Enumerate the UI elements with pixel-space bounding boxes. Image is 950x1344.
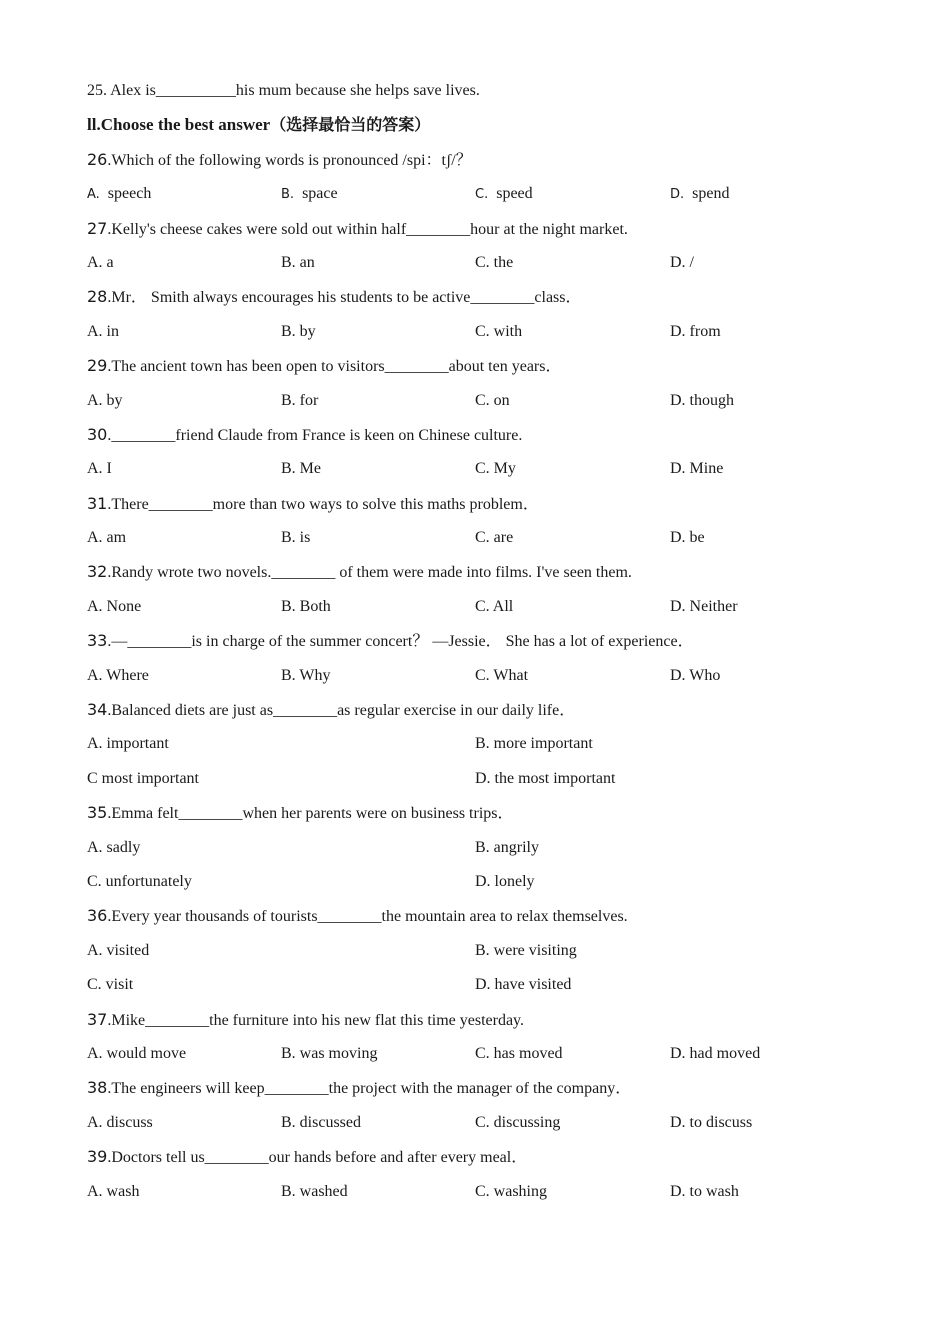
options-35-row2 [87, 869, 877, 903]
options-30 [87, 456, 877, 490]
option-d: D. though [670, 391, 734, 409]
question-28 [87, 284, 877, 318]
question-number: 27 [87, 218, 108, 238]
option-b: B. more important [475, 735, 593, 753]
option-c: C. All [475, 597, 514, 615]
options-35-row1 [87, 835, 877, 869]
option-d: D. to wash [670, 1182, 739, 1200]
options-27 [87, 250, 877, 284]
option-a: A. in [87, 322, 119, 340]
option-b: B. Both [281, 597, 331, 615]
options-36-row1 [87, 938, 877, 972]
option-b: B. space [281, 185, 338, 203]
options-37 [87, 1041, 877, 1075]
option-d: D. be [670, 529, 705, 547]
option-a: A. None [87, 597, 142, 615]
options-34-row1 [87, 731, 877, 765]
document-page [87, 78, 877, 1213]
question-number: 29 [87, 356, 108, 376]
option-c: C. unfortunately [87, 872, 192, 890]
option-d: D. have visited [475, 976, 572, 994]
question-stem: .Doctors tell us________our hands before and after every meal． [107, 1149, 528, 1167]
option-d: D. to discuss [670, 1113, 753, 1131]
option-c: C. discussing [475, 1113, 561, 1131]
option-b: B. by [281, 322, 316, 340]
option-c: C most important [87, 769, 199, 787]
question-34 [87, 697, 877, 731]
options-29 [87, 388, 877, 422]
section-title-cn: （选择最恰当的答案） [270, 115, 431, 135]
question-number: 31 [87, 493, 108, 513]
option-b: B. for [281, 391, 319, 409]
option-b: B. Why [281, 666, 331, 684]
option-d: D. Mine [670, 460, 724, 478]
option-c: C. washing [475, 1182, 547, 1200]
question-32 [87, 559, 877, 593]
question-35 [87, 800, 877, 834]
question-number: 33 [87, 631, 108, 651]
option-a: A. I [87, 460, 112, 478]
option-c: C. on [475, 391, 510, 409]
option-a: A. would move [87, 1044, 187, 1062]
question-number: 36 [87, 906, 108, 926]
question-30 [87, 422, 877, 456]
option-d: D. had moved [670, 1044, 761, 1062]
question-stem: .The ancient town has been open to visitors________about ten years． [107, 358, 562, 376]
question-number: 28 [87, 287, 108, 307]
option-b: B. were visiting [475, 941, 577, 959]
option-c: C. My [475, 460, 516, 478]
question-number: 32 [87, 562, 108, 582]
question-stem: .Mike________the furniture into his new flat this time yesterday. [107, 1011, 525, 1029]
question-stem: .—________is in charge of the summer concert？ —Jessie． She has a lot of experience． [107, 633, 694, 651]
options-32 [87, 594, 877, 628]
question-stem: .________friend Claude from France is keen on Chinese culture. [107, 426, 523, 444]
question-number: 26 [87, 149, 108, 169]
question-31 [87, 491, 877, 525]
option-a: A. am [87, 529, 127, 547]
option-b: B. is [281, 529, 311, 547]
options-26 [87, 181, 877, 215]
question-25 [87, 78, 877, 112]
question-stem: .The engineers will keep________the project with the manager of the company． [107, 1080, 632, 1098]
section-heading [87, 112, 877, 146]
option-b: B. Me [281, 460, 321, 478]
question-37 [87, 1007, 877, 1041]
option-b: B. was moving [281, 1044, 378, 1062]
option-b: B. washed [281, 1182, 348, 1200]
option-a: A. visited [87, 941, 150, 959]
option-a: A. by [87, 391, 123, 409]
section-title: ll.Choose the best answer [87, 115, 271, 135]
question-number: 35 [87, 803, 108, 823]
options-31 [87, 525, 877, 559]
options-28 [87, 319, 877, 353]
options-34-row2 [87, 766, 877, 800]
option-c: C. What [475, 666, 529, 684]
options-36-row2 [87, 972, 877, 1006]
option-a: A. important [87, 735, 169, 753]
question-33 [87, 628, 877, 662]
option-c: C. the [475, 253, 514, 271]
question-27 [87, 216, 877, 250]
question-stem: .Emma felt________when her parents were on business trips． [107, 805, 514, 823]
option-b: B. an [281, 253, 315, 271]
question-36 [87, 903, 877, 937]
question-number: 30 [87, 424, 108, 444]
question-stem: .Balanced diets are just as________as regular exercise in our daily life． [107, 702, 576, 720]
option-d: D. the most important [475, 769, 616, 787]
question-number: 39 [87, 1147, 108, 1167]
option-d: D. from [670, 322, 721, 340]
options-39 [87, 1179, 877, 1213]
option-a: A. a [87, 253, 114, 271]
option-b: B. angrily [475, 838, 539, 856]
question-number: 37 [87, 1009, 108, 1029]
question-39 [87, 1144, 877, 1178]
option-c: C. visit [87, 976, 134, 994]
options-33 [87, 663, 877, 697]
question-stem: .Randy wrote two novels.________ of them were made into films. I've seen them. [107, 564, 632, 582]
question-26 [87, 147, 877, 181]
option-d: D. Who [670, 666, 721, 684]
option-a: A. Where [87, 666, 149, 684]
question-stem: .Kelly's cheese cakes were sold out within half________hour at the night market. [107, 220, 628, 238]
option-d: D. spend [670, 185, 730, 203]
question-29 [87, 353, 877, 387]
option-a: A. speech [87, 185, 152, 203]
question-25-text: 25. Alex is__________his mum because she helps save lives. [87, 82, 480, 99]
option-a: A. sadly [87, 838, 141, 856]
question-stem: .Every year thousands of tourists________the mountain area to relax themselves. [107, 908, 628, 926]
option-a: A. discuss [87, 1113, 153, 1131]
question-number: 34 [87, 700, 108, 720]
option-d: D. Neither [670, 597, 738, 615]
option-a: A. wash [87, 1182, 140, 1200]
option-c: C. with [475, 322, 523, 340]
question-number: 38 [87, 1078, 108, 1098]
option-c: C. speed [475, 185, 533, 203]
question-stem: .There________more than two ways to solve this maths problem． [107, 495, 539, 513]
options-38 [87, 1110, 877, 1144]
option-d: D. lonely [475, 872, 535, 890]
question-stem: .Which of the following words is pronounced /spi：tʃ/？ [107, 151, 472, 169]
option-c: C. has moved [475, 1044, 563, 1062]
option-d: D. / [670, 253, 694, 271]
question-38 [87, 1075, 877, 1109]
option-c: C. are [475, 529, 514, 547]
option-b: B. discussed [281, 1113, 361, 1131]
question-stem: .Mr． Smith always encourages his students to be active________class． [107, 289, 582, 307]
